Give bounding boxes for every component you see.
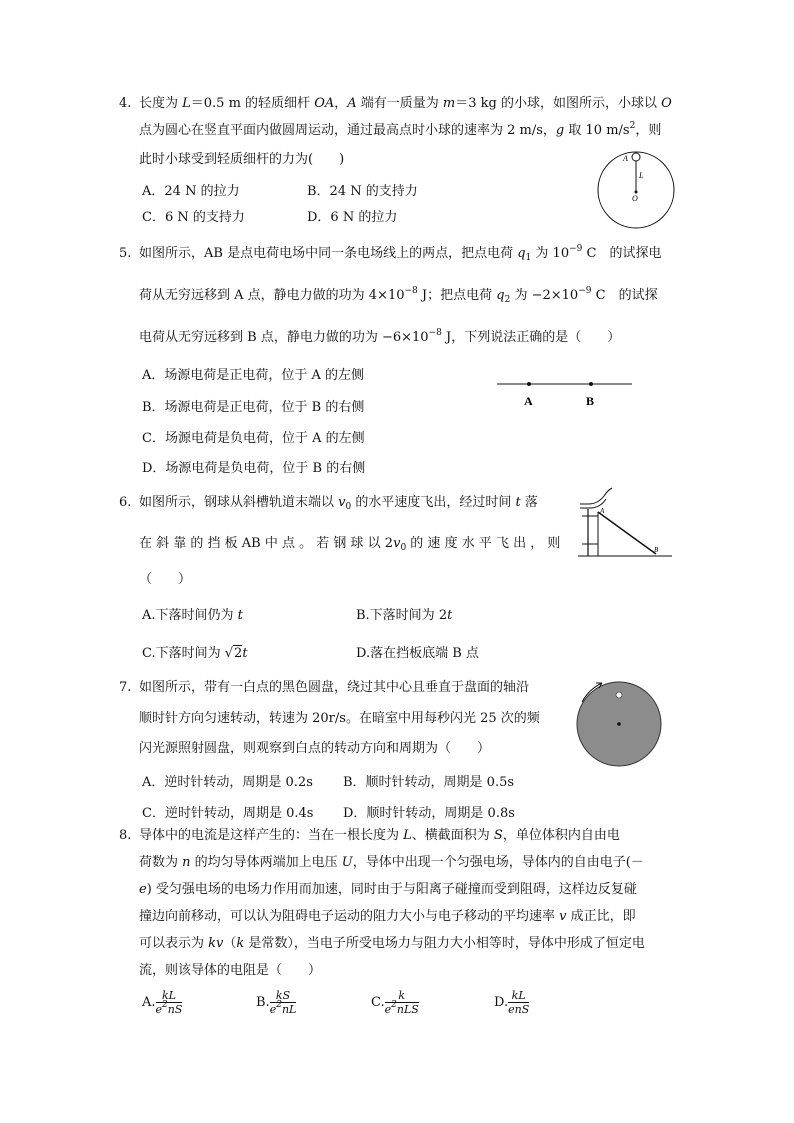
q4-option-b: B．24 N 的支持力	[307, 184, 418, 199]
q4-ball	[632, 153, 640, 161]
q7-white-dot	[616, 692, 622, 698]
q4-fig-label-l: L	[639, 171, 644, 180]
q4-option-a: A．24 N 的拉力	[142, 184, 240, 199]
q7-line-1: 如图所示，带有一白点的黑色圆盘，绕过其中心且垂直于盘面的轴沿	[139, 680, 530, 695]
q6-chute	[580, 488, 612, 504]
q4-line-2: 点为圆心在竖直平面内做圆周运动，通过最高点时小球的速率为 2 m/s，g 取 10 $m/s^2$，则	[139, 121, 662, 138]
q8-line-6: 流，则该导体的电阻是（ ）	[139, 963, 322, 978]
q8-line-3: e) 受匀强电场的电场力作用而加速，同时由于与阳离子碰撞而受到阻碍，这样边反复碰	[139, 882, 637, 897]
q7-line-2: 顺时针方向匀速转动，转速为 20r/s。在暗室中用每秒闪光 25 次的频	[139, 711, 540, 726]
q6-line-2: 在 斜 靠 的 挡 板 AB 中 点 。 若 钢 球 以 $2v_0$ 的 速 度 水 平 飞 出 ， 则	[139, 536, 561, 553]
q7-line-3: 闪光源照射圆盘，则观察到白点的转动方向和周期为（ ）	[139, 741, 491, 756]
q6-number: 6.	[119, 495, 132, 510]
q8-option-c: C. $\frac{k}{e^2nLS}$	[371, 989, 419, 1016]
q5-line-2: 荷从无穷远移到 A 点，静电力做的功为 $4\times 10^{-8}$ J；把点电荷 $q_2$ 为 $-2\times 10^{-9}$ C 的试探	[139, 286, 658, 305]
q6-fig-label-a: A	[600, 507, 605, 515]
q8-option-c-fraction: $\frac{k}{e^2nLS}$	[384, 989, 419, 1016]
q5-field-line-figure	[494, 375, 634, 411]
q6-option-c: C.下落时间为 √2t	[142, 646, 248, 661]
q7-center-dot	[617, 722, 621, 726]
q8-line-1: 导体中的电流是这样产生的：当在一根长度为 L、横截面积为 S，单位体积内自由电	[139, 828, 620, 843]
q4-option-c: C．6 N 的支持力	[142, 210, 245, 225]
q5-fig-label-a: A	[524, 394, 533, 408]
q5-point-a	[527, 382, 531, 386]
q5-line-1: 如图所示，AB 是点电荷电场中同一条电场线上的两点，把点电荷 $q_1$ 为 $10^{-9}$ C 的试探电	[139, 244, 662, 263]
q8-option-b-fraction: $\frac{kS}{e^2nL}$	[269, 989, 297, 1016]
q5-line-3: 电荷从无穷远移到 B 点，静电力做的功为 $-6\times 10^{-8}$ J，下列说法正确的是（ ）	[139, 328, 621, 345]
q8-option-b: B. $\frac{kS}{e^2nL}$	[256, 989, 297, 1016]
q5-fig-label-b: B	[586, 394, 595, 408]
q8-option-d-fraction: $\frac{kL}{\text{enS}}$	[508, 989, 530, 1016]
q4-circle-figure	[596, 150, 676, 230]
q6-board-ab	[598, 512, 656, 554]
q5-option-d: D．场源电荷是负电荷，位于 B 的右侧	[142, 461, 366, 476]
q6-fig-label-b: B	[654, 546, 659, 554]
q7-option-b: B．顺时针转动，周期是 0.5s	[343, 775, 515, 790]
q4-number: 4.	[119, 96, 132, 111]
q7-option-a: A．逆时针转动，周期是 0.2s	[142, 775, 313, 790]
q8-line-2: 荷数为 n 的均匀导体两端加上电压 U，导体中出现一个匀强电场，导体内的自由电子(－	[139, 855, 644, 870]
q6-option-b: B.下落时间为 2t	[356, 608, 453, 623]
q5-number: 5.	[119, 246, 132, 261]
q8-option-d: D. $\frac{kL}{\text{enS}}$	[494, 989, 530, 1016]
q7-disk-figure	[574, 676, 664, 768]
q6-line-3: （ ）	[139, 572, 192, 587]
q7-option-c: C．逆时针转动，周期是 0.4s	[142, 806, 314, 821]
q7-option-d: D．顺时针转动，周期是 0.8s	[343, 806, 515, 821]
q6-option-a: A.下落时间仍为 t	[142, 608, 243, 623]
q6-option-d: D.落在挡板底端 B 点	[356, 646, 479, 661]
q4-fig-label-a: A	[623, 154, 628, 163]
q4-line-1: 长度为 L＝0.5 m 的轻质细杆 OA，A 端有一质量为 m＝3 kg 的小球，如图所示，小球以 O	[139, 96, 672, 111]
q5-option-c: C．场源电荷是负电荷，位于 A 的左侧	[142, 431, 365, 446]
q4-option-d: D．6 N 的拉力	[307, 210, 398, 225]
q6-ramp-figure	[574, 484, 674, 562]
q8-line-4: 撞边向前移动，可以认为阻碍电子运动的阻力大小与电子移动的平均速率 v 成正比，即	[139, 909, 636, 924]
q5-option-b: B．场源电荷是正电荷，位于 B 的右侧	[142, 400, 365, 415]
q8-number: 8.	[119, 828, 132, 843]
q8-option-a-fraction: $\frac{kL}{e^2nS}$	[155, 989, 183, 1016]
q4-fig-label-o: O	[632, 194, 638, 203]
q7-number: 7.	[119, 680, 132, 695]
q5-option-a: A．场源电荷是正电荷，位于 A 的左侧	[142, 368, 365, 383]
q4-line-3: 此时小球受到轻质细杆的力为( )	[139, 152, 345, 167]
q5-point-b	[589, 382, 593, 386]
q8-option-a: A. $\frac{kL}{e^2nS}$	[142, 989, 183, 1016]
q8-line-5: 可以表示为 kv（k 是常数），当电子所受电场力与阻力大小相等时，导体中形成了恒定电	[139, 936, 645, 951]
q6-line-1: 如图所示，钢球从斜槽轨道末端以 $v_0$ 的水平速度飞出，经过时间 t 落	[139, 495, 538, 512]
